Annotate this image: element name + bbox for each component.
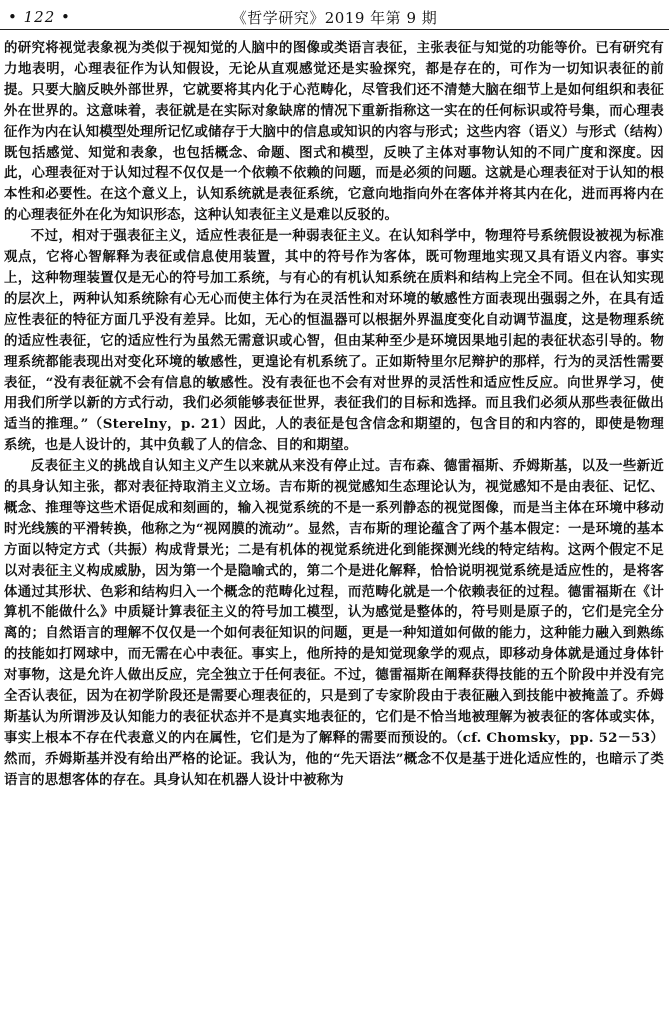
paragraph-continued: 的研究将视觉表象视为类似于视知觉的人脑中的图像或类语言表征，主张表征与知觉的功能等价。已有研究有力地表明，心理表征作为认知假设，无论从直观感觉还是实验探究，都是存在的，可作为一切知识表征的前提。只要大脑反映外部世界，它就要将其内化于心范畴化，尽管我们还不清楚大脑在细节上是如何组织和表征外在世界的。这意味着，表征就是在实际对象缺席的情况下重新指称这一实在的任何标识或符号集，而心理表征作为内在认知模型处理所记忆或储存于大脑中的信息或知识的内容与形式；这些内容（语义）与形式（结构）既包括感觉、知觉和表象，也包括概念、命题、图式和模型，反映了主体对事物认知的不同广度和深度。因此，心理表征对于认知过程不仅仅是一个依赖不依赖的问题，而是必须的问题。这就是心理表征对于认知的根本性和必要性。在这个意义上，认知系统就是表征系统，它意向地指向外在客体并将其内在化，进而再将内在的心理表征外在化为知识形态，这种认知表征主义是难以反驳的。 [4,40,664,224]
journal-title: 《哲学研究》2019 年第 9 期 [231,9,438,27]
page-number: • 122 • [8,8,71,26]
page-header [0,0,669,30]
paragraph-weak-representationalism: 不过，相对于强表征主义，适应性表征是一种弱表征主义。在认知科学中，物理符号系统假设被视为标准观点，它将心智解释为表征或信息使用装置，其中的符号作为客体，既可物理地实现又具有语义内容。事实上，这种物理装置仅是无心的符号加工系统，与有心的有机认知系统在质料和结构上完全不同。但在认知实现的层次上，两种认知系统除有心无心而使主体行为在灵活性和对环境的敏感性方面表现出强弱之外，在具有适应性表征的特征方面几乎没有差异。比如，无心的恒温器可以根据外界温度变化自动调节温度，这是物理系统的适应性表征，它的适应性行为虽然无需意识或心智，但由某种至少是环境因果地引起的表征状态引导的。物理系统都能表现出对变化环境的敏感性，更遑论有机系统了。正如斯特里尔尼辩护的那样，行为的灵活性需要表征，“没有表征就不会有信息的敏感性。没有表征也不会有对世界的灵活性和适应性反应。向世界学习，使用我们所学以新的方式行动，我们必须能够表征世界，表征我们的目标和选择。而且我们必须从那些表征做出适当的推理。”（Sterelny，p. 21）因此，人的表征是包含信念和期望的，包含目的和内容的，即使是物理系统，也是人设计的，其中负载了人的信念、目的和期望。 [4,228,664,454]
paragraph-anti-representationalism: 反表征主义的挑战自认知主义产生以来就从来没有停止过。吉布森、德雷福斯、乔姆斯基，以及一些新近的具身认知主张，都对表征持取消主义立场。吉布斯的视觉感知生态理论认为，视觉感知不是由表征、记忆、概念、推理等这些术语促成和刻画的，输入视觉系统的不是一系列静态的视觉图像，而是当主体在环境中移动时光线簇的平滑转换，他称之为“视网膜的流动”。显然，吉布斯的理论蕴含了两个基本假定：一是环境的基本方面以特定方式（共振）构成背景光；二是有机体的视觉系统进化到能探测光线的特定结构。这两个假定不足以对表征主义构成威胁，因为第一个是隐喻式的，第二个是进化解释，恰恰说明视觉系统是适应性的，是将客体通过其形状、色彩和结构归入一个概念的范畴化过程，而范畴化就是一个依赖表征的过程。德雷福斯在《计算机不能做什么》中质疑计算表征主义的符号加工模型，认为感觉是整体的，符号则是原子的，它们是完全分离的；自然语言的理解不仅仅是一个如何表征知识的问题，更是一种知道如何做的能力，这种能力融入到熟练的技能如打网球中，而无需在心中表征。事实上，他所持的是知觉现象学的观点，即移动身体就是通过身体针对事物，这是允许人做出反应，完全独立于任何表征。不过，德雷福斯在阐释获得技能的五个阶段中并没有完全否认表征，因为在初学阶段还是需要心理表征的，只是到了专家阶段由于表征融入到技能中被掩盖了。乔姆斯基认为所谓涉及认知能力的表征状态并不是真实地表征的，它们是不恰当地被理解为被表征的客体或实体，事实上根本不存在代表意义的内在属性，它们是为了解释的需要而预设的。（cf. Chomsky，pp. 52－53）然而，乔姆斯基并没有给出严格的论证。我认为，他的“先天语法”概念不仅是基于进化适应性的，也暗示了类语言的思想客体的存在。具身认知在机器人设计中被称为 [4,458,664,788]
article-body [4,38,664,791]
